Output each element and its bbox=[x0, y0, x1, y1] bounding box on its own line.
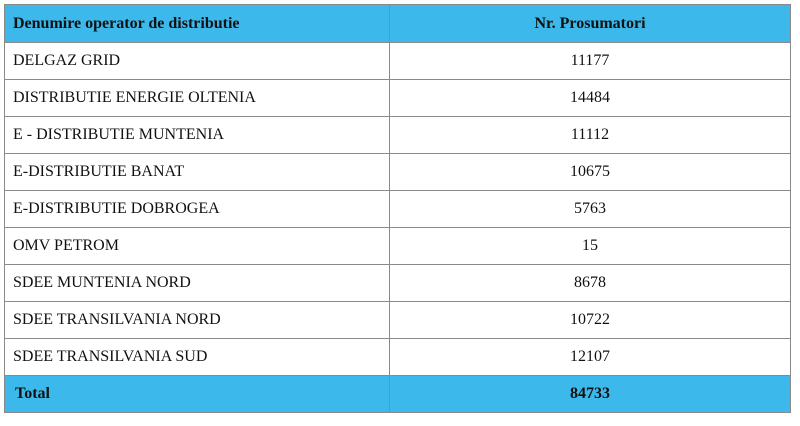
prosumers-count: 12107 bbox=[390, 339, 791, 376]
table-row bbox=[5, 302, 791, 339]
operator-name: OMV PETROM bbox=[5, 228, 390, 265]
prosumers-count: 11177 bbox=[390, 43, 791, 80]
operator-name: E-DISTRIBUTIE BANAT bbox=[5, 154, 390, 191]
header-operator: Denumire operator de distributie bbox=[5, 5, 390, 43]
operator-name: DELGAZ GRID bbox=[5, 43, 390, 80]
operator-name: SDEE TRANSILVANIA SUD bbox=[5, 339, 390, 376]
operator-name: E-DISTRIBUTIE DOBROGEA bbox=[5, 191, 390, 228]
table-row bbox=[5, 80, 791, 117]
total-row bbox=[5, 376, 791, 413]
prosumers-count: 11112 bbox=[390, 117, 791, 154]
prosumers-count: 5763 bbox=[390, 191, 791, 228]
prosumers-count: 10722 bbox=[390, 302, 791, 339]
prosumers-count: 10675 bbox=[390, 154, 791, 191]
header-prosumers: Nr. Prosumatori bbox=[390, 5, 791, 43]
total-count: 84733 bbox=[390, 376, 791, 413]
prosumers-table-container bbox=[4, 4, 790, 413]
table-row bbox=[5, 339, 791, 376]
operator-name: E - DISTRIBUTIE MUNTENIA bbox=[5, 117, 390, 154]
prosumers-table bbox=[4, 4, 791, 413]
prosumers-count: 8678 bbox=[390, 265, 791, 302]
prosumers-count: 15 bbox=[390, 228, 791, 265]
table-row bbox=[5, 154, 791, 191]
table-header bbox=[5, 5, 791, 43]
table-row bbox=[5, 265, 791, 302]
operator-name: SDEE TRANSILVANIA NORD bbox=[5, 302, 390, 339]
table-row bbox=[5, 117, 791, 154]
header-row bbox=[5, 5, 791, 43]
table-row bbox=[5, 43, 791, 80]
table-row bbox=[5, 228, 791, 265]
table-row bbox=[5, 191, 791, 228]
table-body bbox=[5, 43, 791, 413]
operator-name: SDEE MUNTENIA NORD bbox=[5, 265, 390, 302]
total-label: Total bbox=[5, 376, 390, 413]
prosumers-count: 14484 bbox=[390, 80, 791, 117]
operator-name: DISTRIBUTIE ENERGIE OLTENIA bbox=[5, 80, 390, 117]
